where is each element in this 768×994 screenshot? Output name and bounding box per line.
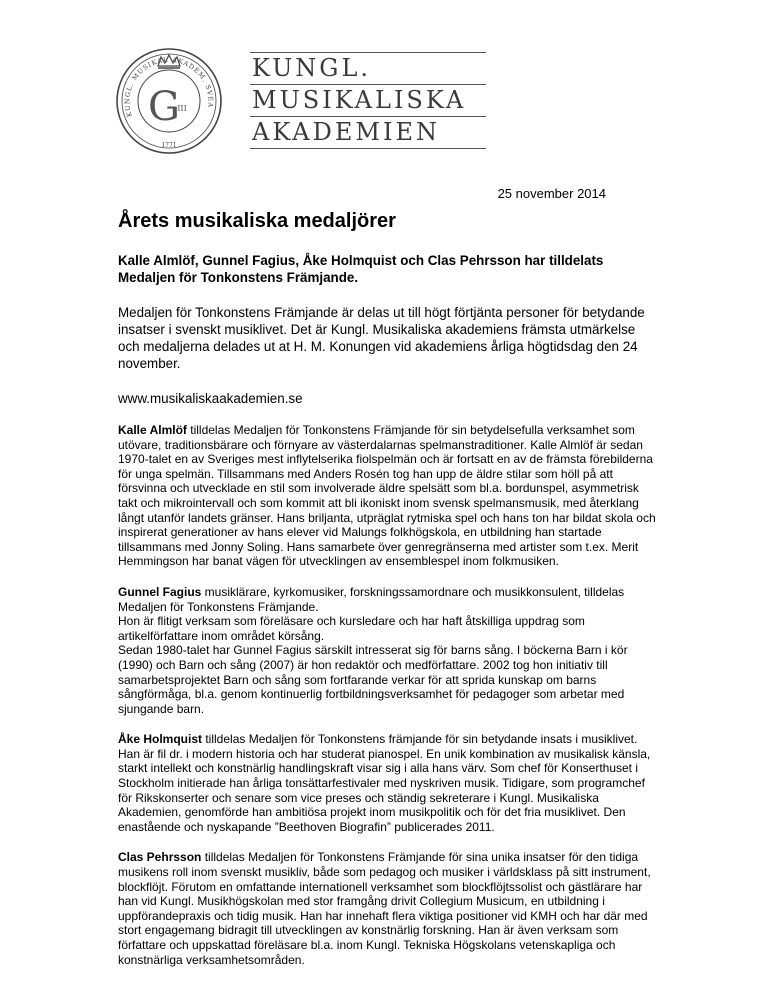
lead-paragraph: Kalle Almlöf, Gunnel Fagius, Åke Holmquist och Clas Pehrsson har tilldelats Medaljen för Tonkonstens Främjande. xyxy=(118,253,604,285)
intro-paragraph: Medaljen för Tonkonstens Främjande är delas ut till högt förtjänta personer för betydande insatser i svenskt musiklivet. Det är Kungl. Musikaliska akademiens främsta utmärkelse och medaljerna delades ut at H. M. Konungen vid akademiens årliga högtidsdag den 24 november. xyxy=(118,305,645,371)
wordmark-rule xyxy=(250,148,486,149)
academy-seal-icon xyxy=(114,46,224,156)
section-paragraph xyxy=(118,585,658,614)
recipient-name: Gunnel Fagius xyxy=(118,584,202,599)
recipient-name: Kalle Almlöf xyxy=(118,423,187,437)
section-paragraph: Hon är flitigt verksam som föreläsare och kursledare och har haft åtskilliga uppdrag som artikelförfattare inom området körsång. xyxy=(118,614,585,643)
section-gunnel-fagius xyxy=(118,585,658,716)
wordmark-line-1: KUNGL. xyxy=(252,54,372,82)
wordmark-line-3: AKADEMIEN xyxy=(252,118,440,146)
release-date: 25 november 2014 xyxy=(497,186,606,201)
section-paragraph xyxy=(118,732,658,834)
recipient-name: Clas Pehrsson xyxy=(118,850,202,865)
section-paragraph xyxy=(118,850,658,967)
paragraph-text: tilldelas Medaljen för Tonkonstens Främjande för sina unika insatser för den tidiga musikens roll inom svenskt musikliv, både som pedagog och musiker i världsklass på sitt instrument, blockflöjt. Förutom en omfattande internationell verksamhet som blockflöjtssolist och gästlärare har han vid Kungl. Musikhögskolan med stor framgång drivit Collegium Musicum, en utbildning i uppförandepraxis och tidig musik. Han har innehaft flera viktiga positioner vid KMH och har där med stort engagemang bidragit till utvecklingen av konstnärlig forskning. Han är även verksam som författare och uppskattad föreläsare bl.a. inom Kungl. Tekniska Högskolans vetenskapliga och konstnärliga verksamhetsområden. xyxy=(118,850,651,967)
seal-text-right: AKADEM. SVEA xyxy=(171,55,215,109)
recipient-name: Åke Holmquist xyxy=(118,732,203,747)
article-body xyxy=(118,208,658,967)
section-clas-pehrsson xyxy=(118,850,658,967)
section-paragraph: Sedan 1980-talet har Gunnel Fagius särskilt intresserat sig för barns sång. I böckerna Barn i kör (1990) och Barn och sång (2007) är hon redaktör och medförfattare. 2002 tog hon initiativ till samarbetsprojektet Barn och sång som fortfarande verkar för att sprida kunskap om barns sångförmåga, bl.a. genom kontinuerlig fortbildningsverksamhet för pedagoger som arbetar med sjungande barn. xyxy=(118,643,628,716)
seal-text-left: KUNGL. MUSIKAL xyxy=(123,55,169,118)
academy-logo xyxy=(114,46,467,156)
page-title: Årets musikaliska medaljörer xyxy=(118,210,396,232)
section-ake-holmquist xyxy=(118,732,658,834)
wordmark-line-2: MUSIKALISKA xyxy=(252,86,467,114)
section-paragraph xyxy=(118,423,658,569)
website-url: www.musikaliskaakademien.se xyxy=(118,391,303,406)
paragraph-text: musiklärare, kyrkomusiker, forskningssamordnare och musikkonsulent, tilldelas Medaljen för Tonkonstens Främjande. xyxy=(118,584,625,614)
academy-wordmark xyxy=(250,52,490,149)
seal-numeral: III xyxy=(177,104,187,113)
paragraph-text: tilldelas Medaljen för Tonkonstens främjande för sin betydande insats i musiklivet. Han är fil dr. i modern historia och har studerat pianospel. En unik kombination av musikalisk känsla, starkt intellekt och konstnärlig handlingskraft visar sig i alla hans värv. Som chef för Konserthuset i Stockholm initierade han årliga tonsättarfestivaler med nyskriven musik. Tidigare, som programchef för Rikskonserter och senare som vice preses och ständig sekreterare i Kungl. Musikaliska Akademien, genomförde han ambitiösa projekt inom musikpolitik och för det fria musiklivet. Den enastående och nyskapande ”Beethoven Biografin” publicerades 2011. xyxy=(118,732,651,834)
section-kalle-almlof xyxy=(118,423,658,569)
seal-year: 1771 xyxy=(161,142,177,149)
seal-monogram: G xyxy=(148,84,180,130)
paragraph-text: tilldelas Medaljen för Tonkonstens Främjande för sin betydelsefulla verksamhet som utövare, traditionsbärare och förnyare av västerdalarnas spelmanstraditioner. Kalle Almlöf är sedan 1970-talet en av Sveriges mest inflytelserika fiolspelmän och är fortsatt en av de främsta förebilderna för unga spelmän. Tillsammans med Anders Rosén tog han upp de äldre stilar som höll på att försvinna och utvecklade en stil som involverade äldre spelsätt som bl.a. bordunspel, asymmetrisk takt och mikrointervall och som kommit att bli ikoniskt inom svensk spelmansmusik, med återklang långt utanför landets gränser. Hans briljanta, utpräglat rytmiska spel och hans ton har bildat skola och inspirerat generationer av hans elever vid Malungs folkhögskola, en utbildning han startade tillsammans med Jonny Soling. Hans samarbete över genregränserna med artister som t.ex. Merit Hemmingson har banat vägen för utvecklingen av ensemblespel inom folkmusiken. xyxy=(118,423,656,569)
